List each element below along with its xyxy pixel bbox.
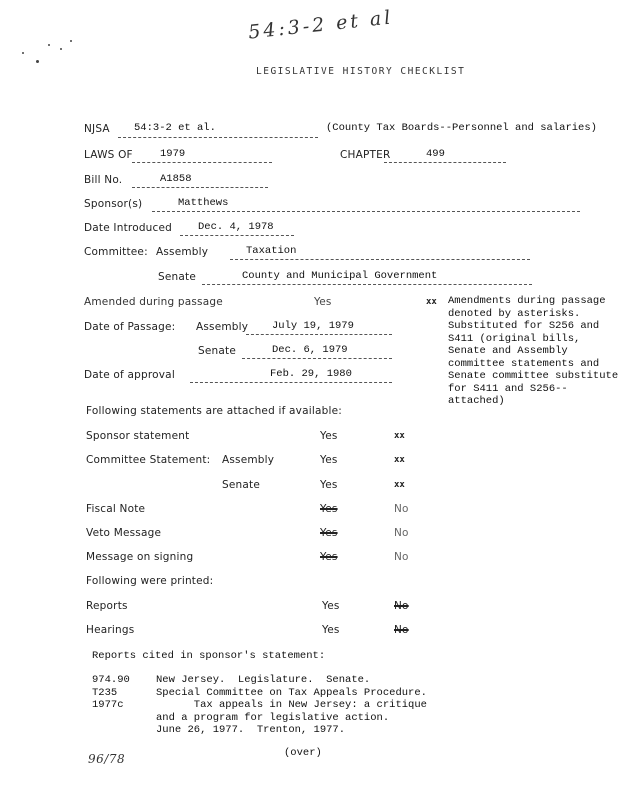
njsa-value: 54:3-2 et al. bbox=[134, 122, 216, 134]
bill-no-underline bbox=[132, 187, 268, 188]
fiscal-note-no: No bbox=[394, 503, 409, 515]
committee-assembly-value: Taxation bbox=[246, 245, 297, 257]
sponsor-statement-no-crossed: xx bbox=[394, 431, 405, 441]
passage-senate-value: Dec. 6, 1979 bbox=[272, 344, 348, 356]
njsa-label: NJSA bbox=[84, 123, 110, 135]
date-introduced-underline bbox=[180, 235, 294, 236]
amended-label: Amended during passage bbox=[84, 296, 223, 308]
date-introduced-label: Date Introduced bbox=[84, 222, 173, 234]
signing-message-label: Message on signing bbox=[86, 551, 194, 563]
speck bbox=[22, 52, 24, 54]
reports-label: Reports bbox=[86, 600, 128, 612]
committee-statement-assembly-yes: Yes bbox=[320, 454, 338, 466]
committee-assembly-underline bbox=[230, 259, 530, 260]
page-title: LEGISLATIVE HISTORY CHECKLIST bbox=[256, 66, 466, 77]
passage-label: Date of Passage: bbox=[84, 321, 176, 333]
over-note: (over) bbox=[284, 747, 322, 759]
attached-heading: Following statements are attached if available: bbox=[86, 405, 342, 417]
printed-heading: Following were printed: bbox=[86, 575, 214, 587]
committee-senate-underline bbox=[202, 284, 532, 285]
reports-cited-citation: New Jersey. Legislature. Senate. Special Committee on Tax Appeals Procedure. Tax appeals in New Jersey: a critique and a program for legislative action. June 26, 1977. Trenton, 1977. bbox=[156, 674, 427, 736]
reports-yes: Yes bbox=[322, 600, 340, 612]
sponsors-label: Sponsor(s) bbox=[84, 198, 143, 210]
sponsor-statement-label: Sponsor statement bbox=[86, 430, 190, 442]
committee-senate-value: County and Municipal Government bbox=[242, 270, 438, 282]
veto-message-yes-crossed: Yes bbox=[320, 527, 338, 539]
signing-message-no: No bbox=[394, 551, 409, 563]
amendments-note: Amendments during passage denoted by asterisks. Substituted for S256 and S411 (original bills, Senate and Assembly committee statements and Senate committee substitute for S411 and S256-- attached) bbox=[448, 295, 619, 407]
sponsor-statement-yes: Yes bbox=[320, 430, 338, 442]
approval-value: Feb. 29, 1980 bbox=[270, 368, 352, 380]
sponsors-value: Matthews bbox=[178, 197, 229, 209]
date-introduced-value: Dec. 4, 1978 bbox=[198, 221, 274, 233]
hearings-no-crossed: No bbox=[394, 624, 409, 636]
passage-assembly-label: Assembly bbox=[196, 321, 249, 333]
committee-statement-senate-no-crossed: xx bbox=[394, 480, 405, 490]
approval-label: Date of approval bbox=[84, 369, 175, 381]
speck bbox=[70, 40, 72, 42]
fiscal-note-yes-crossed: Yes bbox=[320, 503, 338, 515]
amended-no-crossed: xx bbox=[426, 297, 437, 307]
handwritten-reference: 54:3-2 et al bbox=[247, 6, 395, 44]
committee-statement-label: Committee Statement: bbox=[86, 454, 211, 466]
chapter-underline bbox=[384, 162, 506, 163]
bill-no-label: Bill No. bbox=[84, 174, 123, 186]
speck bbox=[48, 44, 50, 46]
footer-code: 96/78 bbox=[88, 752, 126, 766]
amended-yes: Yes bbox=[314, 296, 332, 308]
laws-of-underline bbox=[132, 162, 272, 163]
approval-underline bbox=[190, 382, 392, 383]
committee-statement-assembly-label: Assembly bbox=[222, 454, 275, 466]
passage-assembly-underline bbox=[246, 334, 392, 335]
committee-statement-senate-yes: Yes bbox=[320, 479, 338, 491]
veto-message-no: No bbox=[394, 527, 409, 539]
reports-no-crossed: No bbox=[394, 600, 409, 612]
committee-statement-assembly-no-crossed: xx bbox=[394, 455, 405, 465]
laws-of-value: 1979 bbox=[160, 148, 186, 160]
hearings-label: Hearings bbox=[86, 624, 135, 636]
committee-senate-label: Senate bbox=[158, 271, 196, 283]
hearings-yes: Yes bbox=[322, 624, 340, 636]
committee-assembly-label: Assembly bbox=[156, 246, 209, 258]
chapter-label: CHAPTER bbox=[340, 149, 391, 161]
signing-message-yes-crossed: Yes bbox=[320, 551, 338, 563]
fiscal-note-label: Fiscal Note bbox=[86, 503, 146, 515]
njsa-subject: (County Tax Boards--Personnel and salaries) bbox=[326, 122, 597, 134]
veto-message-label: Veto Message bbox=[86, 527, 162, 539]
reports-cited-heading: Reports cited in sponsor's statement: bbox=[92, 650, 326, 662]
speck bbox=[60, 48, 62, 50]
committee-statement-senate-label: Senate bbox=[222, 479, 260, 491]
reports-cited-call-number: 974.90 T235 1977c bbox=[92, 674, 130, 711]
sponsors-underline bbox=[152, 211, 580, 212]
passage-senate-label: Senate bbox=[198, 345, 236, 357]
committee-label: Committee: bbox=[84, 246, 148, 258]
passage-assembly-value: July 19, 1979 bbox=[272, 320, 354, 332]
chapter-value: 499 bbox=[426, 148, 445, 160]
laws-of-label: LAWS OF bbox=[84, 149, 133, 161]
passage-senate-underline bbox=[242, 358, 392, 359]
njsa-underline bbox=[118, 137, 318, 138]
bill-no-value: A1858 bbox=[160, 173, 192, 185]
speck bbox=[36, 60, 39, 63]
